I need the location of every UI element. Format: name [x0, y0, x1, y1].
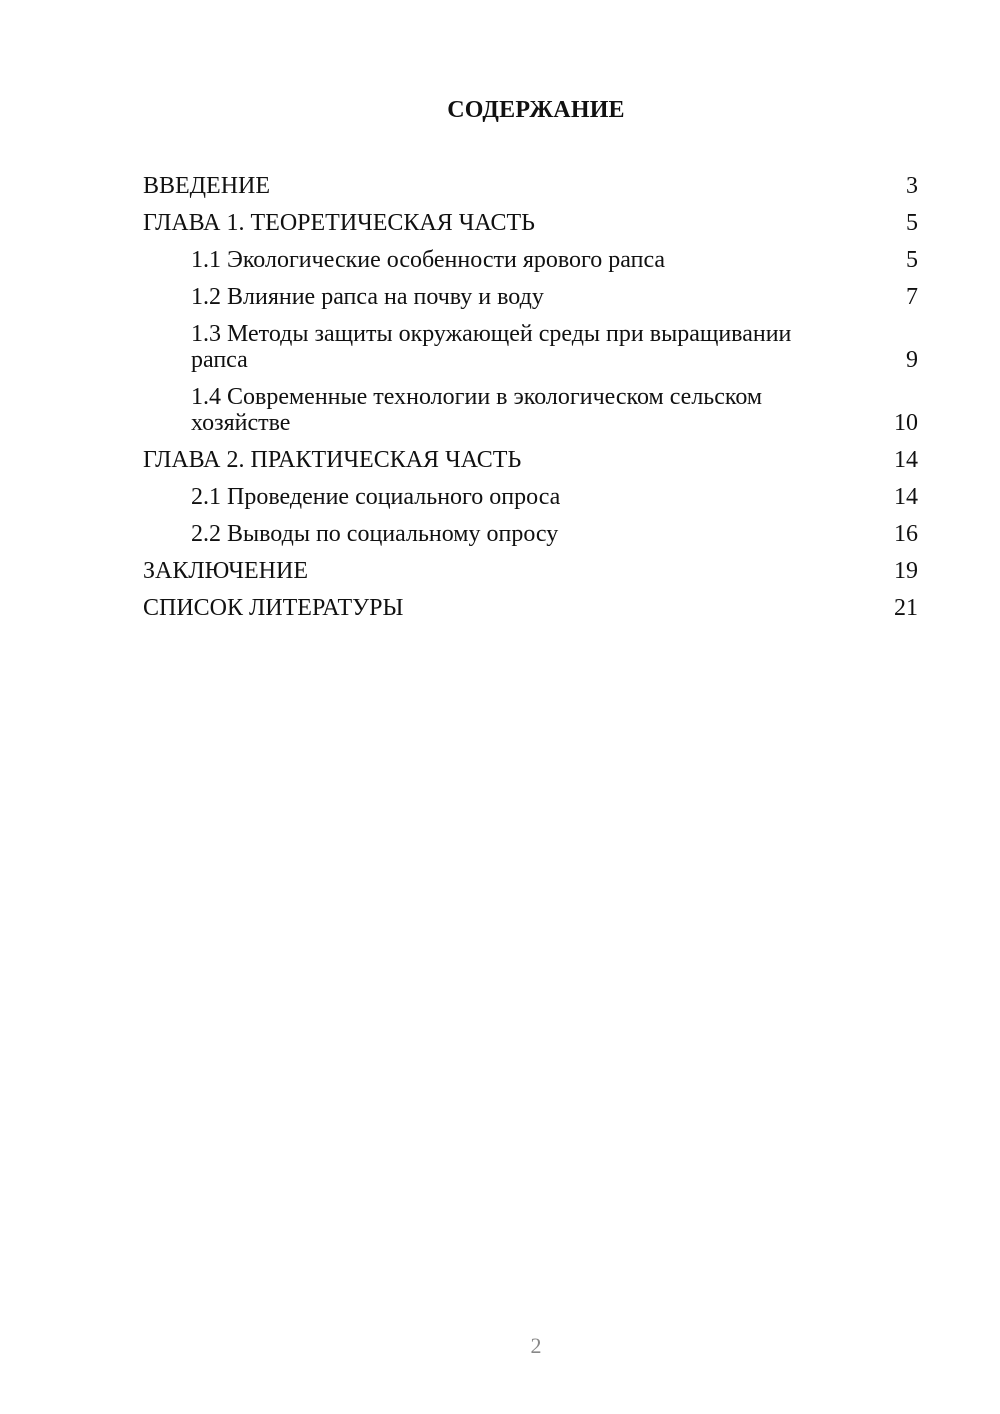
toc-entry-chapter-1[interactable] — [143, 206, 918, 243]
toc-entry-text: ВВЕДЕНИЕ — [143, 173, 271, 199]
toc-entry-page-number: 16 — [894, 521, 918, 547]
toc-entry-page-number: 5 — [906, 247, 918, 273]
toc-entry-page-number: 10 — [894, 410, 918, 436]
page-number: 2 — [530, 1333, 542, 1358]
toc-entry-text: 2.2 Выводы по социальному опросу — [191, 521, 559, 547]
toc-entry-text: 1.1 Экологические особенности ярового рапса — [191, 247, 666, 273]
toc-entry-page-number: 19 — [894, 558, 918, 584]
toc-entry-page-number: 14 — [894, 484, 918, 510]
toc-entry-page-number: 9 — [906, 347, 918, 373]
toc-entry-text: 1.3 Методы защиты окружающей среды при выращивании рапса — [191, 321, 792, 373]
toc-entry-text: ГЛАВА 2. ПРАКТИЧЕСКАЯ ЧАСТЬ — [143, 447, 522, 473]
toc-entry-text: ГЛАВА 1. ТЕОРЕТИЧЕСКАЯ ЧАСТЬ — [143, 210, 535, 236]
toc-entry-text: 1.4 Современные технологии в экологическом сельском хозяйстве — [191, 384, 763, 436]
toc-entry-section-2-1[interactable] — [143, 480, 918, 517]
toc-entry-introduction[interactable] — [143, 169, 918, 206]
toc-entry-references[interactable] — [143, 591, 918, 628]
toc-entry-text: 1.2 Влияние рапса на почву и воду — [191, 284, 544, 310]
toc-entry-page-number: 3 — [906, 173, 918, 199]
toc-entry-text: 2.1 Проведение социального опроса — [191, 484, 561, 510]
toc-entry-page-number: 7 — [906, 284, 918, 310]
toc-entry-section-1-2[interactable] — [143, 280, 918, 317]
toc-entry-chapter-2[interactable] — [143, 443, 918, 480]
toc-entry-section-1-3[interactable] — [143, 317, 918, 380]
toc-entry-section-2-2[interactable] — [143, 517, 918, 554]
toc-entry-page-number: 5 — [906, 210, 918, 236]
toc-entry-page-number: 14 — [894, 447, 918, 473]
page-title: СОДЕРЖАНИЕ — [447, 97, 625, 123]
toc-entry-conclusion[interactable] — [143, 554, 918, 591]
toc-entry-page-number: 21 — [894, 595, 918, 621]
toc-entry-section-1-1[interactable] — [143, 243, 918, 280]
toc-entry-text: ЗАКЛЮЧЕНИЕ — [143, 558, 308, 584]
toc-entry-text: СПИСОК ЛИТЕРАТУРЫ — [143, 595, 404, 621]
toc-entry-section-1-4[interactable] — [143, 380, 918, 443]
table-of-contents — [143, 169, 918, 628]
